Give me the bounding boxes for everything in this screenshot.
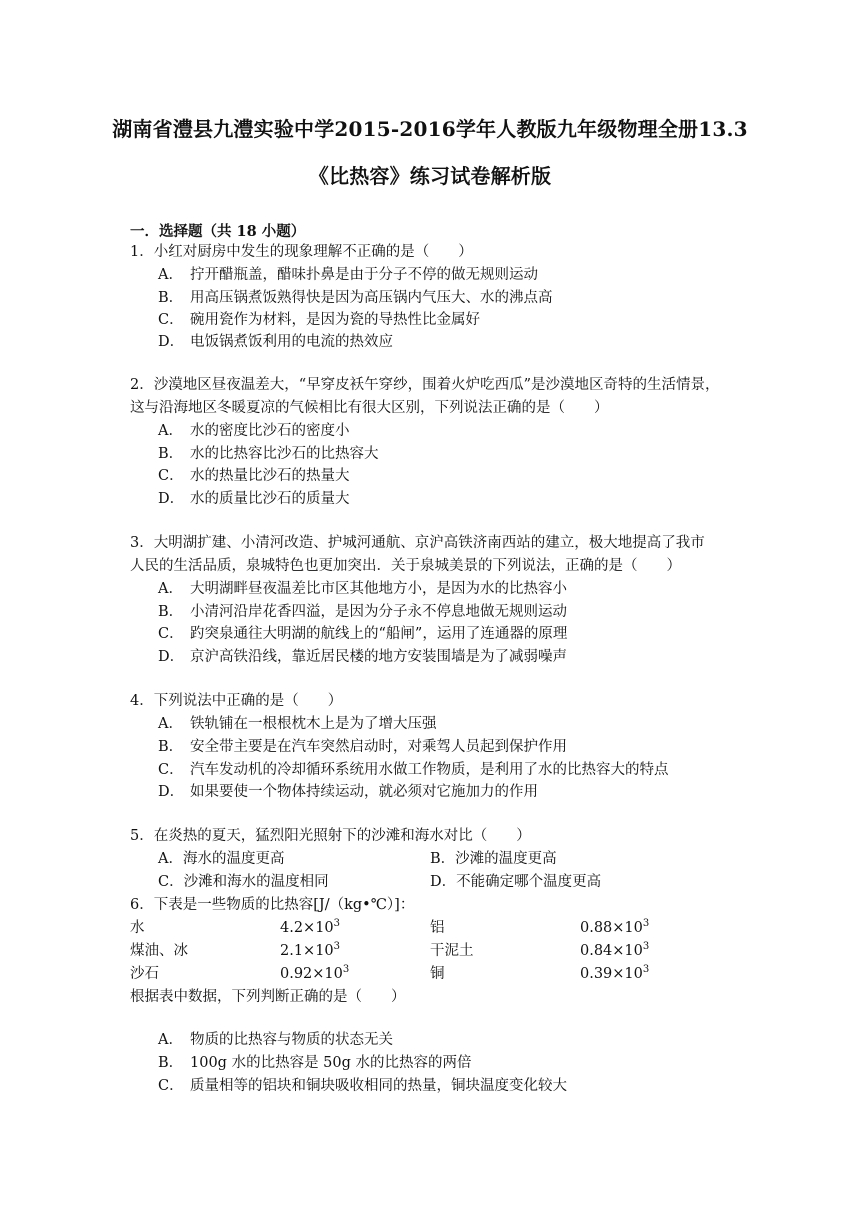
question-2-option-a: A． 水的密度比沙石的密度小 [158, 423, 350, 439]
table-cell-substance: 铜 [430, 966, 445, 982]
question-4-option-a: A． 铁轨铺在一根根枕木上是为了增大压强 [158, 716, 437, 732]
question-3-stem-line-1: 3．大明湖扩建、小清河改造、护城河通航、京沪高铁济南西站的建立，极大地提高了我市 [130, 535, 705, 551]
question-1-option-a: A． 拧开醋瓶盖，醋味扑鼻是由于分子不停的做无规则运动 [158, 267, 538, 283]
table-cell-substance: 水 [130, 920, 145, 936]
question-2-option-d: D． 水的质量比沙石的质量大 [158, 491, 350, 507]
question-6-followup: 根据表中数据，下列判断正确的是（ ） [130, 989, 406, 1005]
question-2-option-b: B． 水的比热容比沙石的比热容大 [158, 446, 379, 462]
question-5-option-a: A．海水的温度更高 [158, 851, 285, 867]
question-2-option-c: C． 水的热量比沙石的热量大 [158, 468, 350, 484]
question-6-option-b: B． 100g 水的比热容是 50g 水的比热容的两倍 [158, 1055, 472, 1071]
question-1-option-d: D． 电饭锅煮饭利用的电流的热效应 [158, 334, 393, 350]
table-cell-value: $0.88\times 10^3$ [580, 918, 650, 936]
question-6-option-a: A． 物质的比热容与物质的状态无关 [158, 1032, 393, 1048]
document-title-line-2: 《比热容》练习试卷解析版 [308, 164, 552, 188]
question-2-stem-line-1: 2．沙漠地区昼夜温差大，“早穿皮袄午穿纱，围着火炉吃西瓜”是沙漠地区奇特的生活情景， [130, 377, 720, 393]
table-cell-value: $0.92\times 10^3$ [280, 964, 350, 982]
question-3-option-b: B． 小清河沿岸花香四溢，是因为分子永不停息地做无规则运动 [158, 604, 567, 620]
question-4-stem: 4．下列说法中正确的是（ ） [130, 693, 343, 709]
question-1-option-b: B． 用高压锅煮饭熟得快是因为高压锅内气压大、水的沸点高 [158, 290, 553, 306]
table-cell-value: $4.2\times 10^3$ [280, 918, 341, 936]
table-cell-substance: 沙石 [130, 966, 159, 982]
question-6-option-c: C． 质量相等的铝块和铜块吸收相同的热量，铜块温度变化较大 [158, 1078, 567, 1094]
table-cell-value: $0.39\times 10^3$ [580, 964, 650, 982]
question-4-option-b: B． 安全带主要是在汽车突然启动时，对乘驾人员起到保护作用 [158, 739, 567, 755]
question-6-stem: 6．下表是一些物质的比热容[J/（kg•℃）]： [130, 897, 415, 913]
question-2-stem-line-2: 这与沿海地区冬暖夏凉的气候相比有很大区别，下列说法正确的是（ ） [130, 400, 609, 416]
question-5-option-b: B．沙滩的温度更高 [430, 851, 557, 867]
table-cell-substance: 干泥土 [430, 943, 474, 959]
table-cell-value: $0.84\times 10^3$ [580, 941, 650, 959]
table-cell-value: $2.1\times 10^3$ [280, 941, 341, 959]
document-title-line-1: 湖南省澧县九澧实验中学2015-2016学年人教版九年级物理全册13.3 [112, 117, 748, 141]
table-cell-substance: 铝 [430, 920, 445, 936]
question-1-stem: 1．小红对厨房中发生的现象理解不正确的是（ ） [130, 244, 473, 260]
question-5-stem: 5．在炎热的夏天，猛烈阳光照射下的沙滩和海水对比（ ） [130, 828, 531, 844]
question-3-stem-line-2: 人民的生活品质，泉城特色也更加突出．关于泉城美景的下列说法，正确的是（ ） [130, 558, 681, 574]
question-5-option-c: C．沙滩和海水的温度相同 [158, 874, 329, 890]
question-4-option-d: D． 如果要使一个物体持续运动，就必须对它施加力的作用 [158, 784, 538, 800]
question-4-option-c: C． 汽车发动机的冷却循环系统用水做工作物质，是利用了水的比热容大的特点 [158, 762, 669, 778]
question-3-option-c: C． 趵突泉通往大明湖的航线上的“船闸”，运用了连通器的原理 [158, 626, 568, 642]
question-3-option-d: D． 京沪高铁沿线，靠近居民楼的地方安装围墙是为了减弱噪声 [158, 649, 567, 665]
section-heading: 一．选择题（共 18 小题） [130, 223, 306, 240]
question-5-option-d: D．不能确定哪个温度更高 [430, 874, 602, 890]
question-1-option-c: C． 碗用瓷作为材料，是因为瓷的导热性比金属好 [158, 312, 480, 328]
question-3-option-a: A． 大明湖畔昼夜温差比市区其他地方小，是因为水的比热容小 [158, 581, 567, 597]
table-cell-substance: 煤油、冰 [130, 943, 188, 959]
